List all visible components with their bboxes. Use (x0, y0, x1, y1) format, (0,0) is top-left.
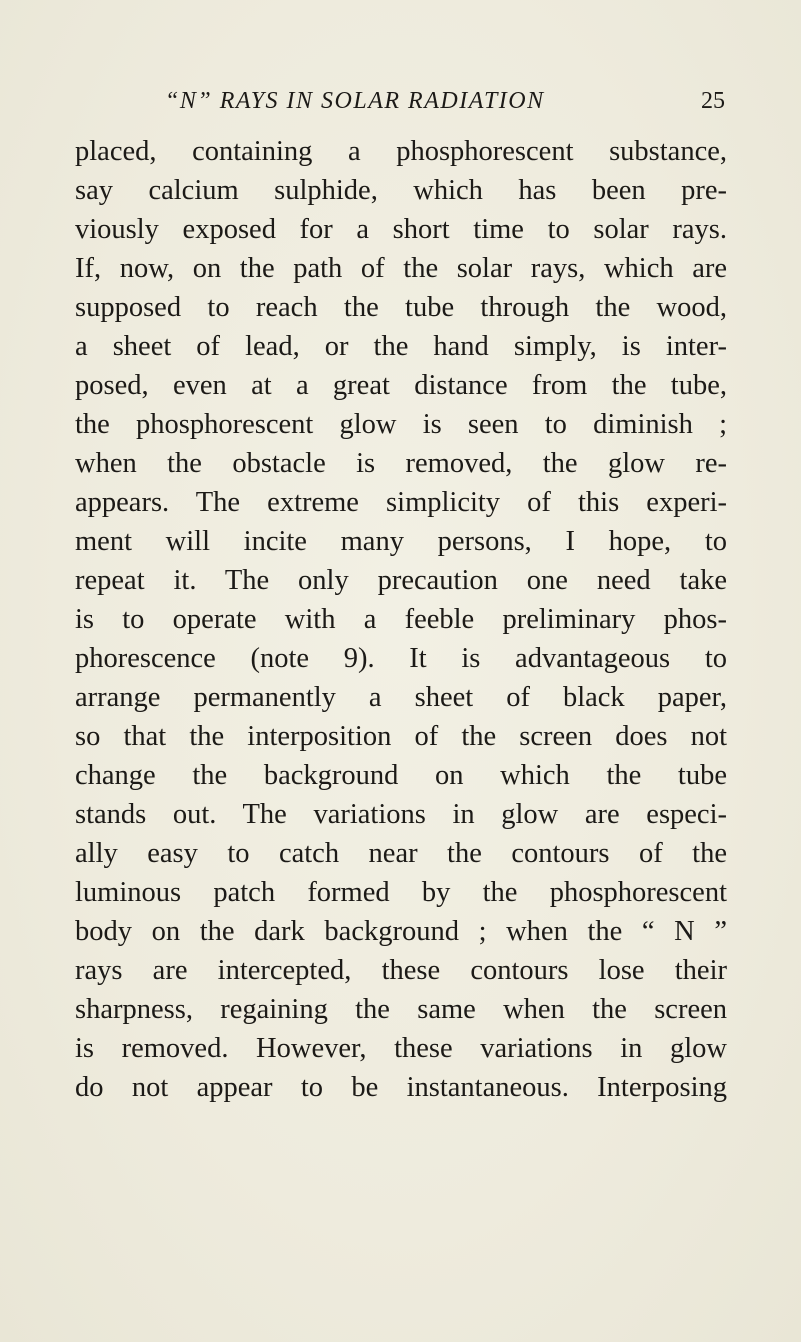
running-title: “N” RAYS IN SOLAR RADIATION (165, 88, 545, 114)
text-line: stands out. The variations in glow are especi- (75, 799, 727, 830)
text-line: do not appear to be instantaneous. Interposing (75, 1072, 727, 1103)
text-line: when the obstacle is removed, the glow re- (75, 448, 727, 479)
text-line: ally easy to catch near the contours of the (75, 838, 727, 869)
text-line: say calcium sulphide, which has been pre- (75, 175, 727, 206)
text-line: the phosphorescent glow is seen to diminish ; (75, 409, 727, 440)
text-line: phorescence (note 9). It is advantageous to (75, 643, 727, 674)
body-text (75, 132, 727, 1107)
text-line: ment will incite many persons, I hope, to (75, 526, 727, 557)
running-head (75, 88, 725, 122)
text-line: supposed to reach the tube through the wood, (75, 292, 727, 323)
text-line: change the background on which the tube (75, 760, 727, 791)
text-line: posed, even at a great distance from the tube, (75, 370, 727, 401)
text-line: repeat it. The only precaution one need take (75, 565, 727, 596)
text-line: viously exposed for a short time to solar rays. (75, 214, 727, 245)
text-line: a sheet of lead, or the hand simply, is inter- (75, 331, 727, 362)
text-line: so that the interposition of the screen does not (75, 721, 727, 752)
text-line: luminous patch formed by the phosphorescent (75, 877, 727, 908)
text-line: appears. The extreme simplicity of this experi- (75, 487, 727, 518)
text-line: rays are intercepted, these contours lose their (75, 955, 727, 986)
text-line: is to operate with a feeble preliminary phos- (75, 604, 727, 635)
text-line: sharpness, regaining the same when the screen (75, 994, 727, 1025)
text-line: If, now, on the path of the solar rays, which are (75, 253, 727, 284)
text-line: arrange permanently a sheet of black paper, (75, 682, 727, 713)
text-line: body on the dark background ; when the “ N ” (75, 916, 727, 947)
text-line: is removed. However, these variations in glow (75, 1033, 727, 1064)
text-line: placed, containing a phosphorescent substance, (75, 136, 727, 167)
page-number: 25 (701, 88, 725, 114)
